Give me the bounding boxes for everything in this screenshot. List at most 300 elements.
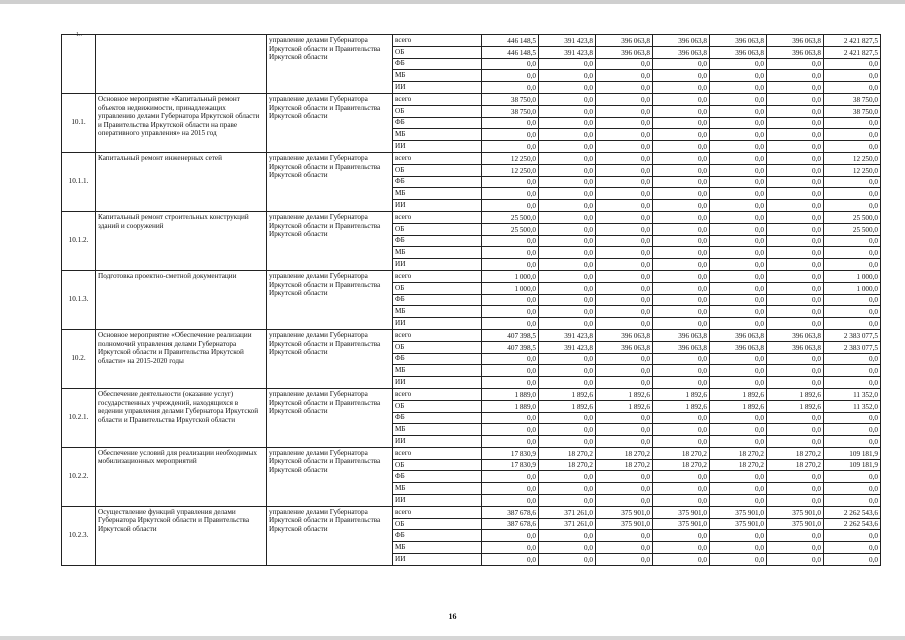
year-value-cell: 375 901,0 — [767, 518, 824, 530]
year-value-cell: 0,0 — [539, 259, 596, 271]
year-value-cell: 0,0 — [596, 58, 653, 70]
measure-code: 10.2. — [62, 329, 96, 388]
year-value-cell: 0,0 — [653, 93, 710, 105]
year-value-cell: 0,0 — [653, 152, 710, 164]
measure-code: 10.2.3. — [62, 506, 96, 565]
year-value-cell: 0,0 — [767, 353, 824, 365]
year-value-cell: 0,0 — [596, 188, 653, 200]
total-value-cell: 0,0 — [824, 377, 881, 389]
total-value-cell: 2 421 827,5 — [824, 35, 881, 47]
year-value-cell: 0,0 — [539, 93, 596, 105]
year-value-cell: 18 270,2 — [767, 447, 824, 459]
measure-description: Капитальный ремонт строительных конструкций зданий и сооружений — [96, 211, 267, 270]
total-value-cell: 2 383 077,5 — [824, 341, 881, 353]
year-value-cell: 1 892,6 — [653, 400, 710, 412]
year-value-cell: 1 892,6 — [596, 400, 653, 412]
year-value-cell: 0,0 — [653, 247, 710, 259]
year-value-cell: 0,0 — [653, 471, 710, 483]
total-value-cell: 0,0 — [824, 306, 881, 318]
funding-source: ИИ — [393, 141, 482, 153]
year-value-cell: 0,0 — [596, 235, 653, 247]
year-value-cell: 396 063,8 — [767, 46, 824, 58]
year-value-cell: 396 063,8 — [767, 329, 824, 341]
year-value-cell: 0,0 — [767, 164, 824, 176]
funding-source: всего — [393, 211, 482, 223]
measure-code: 10.2.2. — [62, 447, 96, 506]
year-value-cell: 0,0 — [653, 424, 710, 436]
funding-source: всего — [393, 447, 482, 459]
total-value-cell: 0,0 — [824, 188, 881, 200]
year-value-cell: 396 063,8 — [767, 341, 824, 353]
year-value-cell: 0,0 — [539, 200, 596, 212]
table-row — [62, 211, 881, 223]
year-value-cell: 0,0 — [767, 318, 824, 330]
year-value-cell: 0,0 — [539, 235, 596, 247]
funding-source: ОБ — [393, 105, 482, 117]
year-value-cell: 0,0 — [539, 152, 596, 164]
year-value-cell: 1 000,0 — [482, 282, 539, 294]
year-value-cell: 0,0 — [710, 483, 767, 495]
page-number: 16 — [448, 612, 457, 621]
funding-source: всего — [393, 270, 482, 282]
funding-source: МБ — [393, 542, 482, 554]
total-value-cell: 25 500,0 — [824, 223, 881, 235]
year-value-cell: 0,0 — [539, 306, 596, 318]
year-value-cell: 0,0 — [710, 282, 767, 294]
year-value-cell: 0,0 — [482, 542, 539, 554]
year-value-cell: 0,0 — [767, 117, 824, 129]
year-value-cell: 0,0 — [539, 554, 596, 566]
funding-source: ФБ — [393, 530, 482, 542]
total-value-cell: 0,0 — [824, 259, 881, 271]
year-value-cell: 0,0 — [596, 70, 653, 82]
table-row — [62, 93, 881, 105]
year-value-cell: 0,0 — [596, 377, 653, 389]
year-value-cell: 0,0 — [539, 471, 596, 483]
measure-code: 10.1.1. — [62, 152, 96, 211]
funding-source: всего — [393, 93, 482, 105]
year-value-cell: 0,0 — [596, 353, 653, 365]
year-value-cell: 0,0 — [710, 188, 767, 200]
year-value-cell: 0,0 — [767, 412, 824, 424]
table-row — [62, 152, 881, 164]
responsible-executor: управление делами Губернатора Иркутской области и Правительства Иркутской области — [267, 506, 393, 565]
year-value-cell: 396 063,8 — [653, 341, 710, 353]
responsible-executor: управление делами Губернатора Иркутской области и Правительства Иркутской области — [267, 270, 393, 329]
page-top-edge — [0, 0, 905, 4]
total-value-cell: 0,0 — [824, 542, 881, 554]
year-value-cell: 0,0 — [767, 129, 824, 141]
year-value-cell: 375 901,0 — [596, 518, 653, 530]
year-value-cell: 1 892,6 — [596, 388, 653, 400]
total-value-cell: 109 181,9 — [824, 447, 881, 459]
year-value-cell: 371 261,0 — [539, 518, 596, 530]
year-value-cell: 0,0 — [482, 176, 539, 188]
total-value-cell: 0,0 — [824, 412, 881, 424]
year-value-cell: 0,0 — [482, 412, 539, 424]
table-body — [62, 35, 881, 566]
total-value-cell: 0,0 — [824, 318, 881, 330]
year-value-cell: 0,0 — [653, 306, 710, 318]
funding-source: МБ — [393, 70, 482, 82]
year-value-cell: 396 063,8 — [710, 341, 767, 353]
total-value-cell: 0,0 — [824, 483, 881, 495]
funding-source: ОБ — [393, 282, 482, 294]
year-value-cell: 0,0 — [482, 495, 539, 507]
year-value-cell: 0,0 — [653, 223, 710, 235]
year-value-cell: 0,0 — [767, 211, 824, 223]
total-value-cell: 0,0 — [824, 294, 881, 306]
total-value-cell: 0,0 — [824, 235, 881, 247]
year-value-cell: 0,0 — [767, 259, 824, 271]
year-value-cell: 0,0 — [596, 164, 653, 176]
year-value-cell: 0,0 — [767, 93, 824, 105]
year-value-cell: 0,0 — [767, 471, 824, 483]
year-value-cell: 0,0 — [653, 141, 710, 153]
year-value-cell: 0,0 — [539, 365, 596, 377]
year-value-cell: 0,0 — [710, 412, 767, 424]
year-value-cell: 0,0 — [596, 141, 653, 153]
year-value-cell: 0,0 — [596, 247, 653, 259]
table-row — [62, 270, 881, 282]
year-value-cell: 0,0 — [653, 200, 710, 212]
year-value-cell: 0,0 — [653, 294, 710, 306]
page-bottom-edge — [0, 636, 905, 640]
year-value-cell: 0,0 — [767, 70, 824, 82]
funding-source: МБ — [393, 247, 482, 259]
measure-code: 10.1.3. — [62, 270, 96, 329]
funding-source: ИИ — [393, 554, 482, 566]
year-value-cell: 0,0 — [539, 164, 596, 176]
year-value-cell: 0,0 — [653, 554, 710, 566]
year-value-cell: 0,0 — [539, 483, 596, 495]
year-value-cell: 1 889,0 — [482, 388, 539, 400]
year-value-cell: 0,0 — [539, 530, 596, 542]
funding-source: ИИ — [393, 200, 482, 212]
year-value-cell: 18 270,2 — [653, 447, 710, 459]
year-value-cell: 0,0 — [710, 471, 767, 483]
measure-description: Основное мероприятие «Обеспечение реализации полномочий управления делами Губернатора Иркутской области и Правительства Иркутской области» на 2015-2020 годы — [96, 329, 267, 388]
year-value-cell: 0,0 — [653, 412, 710, 424]
year-value-cell: 0,0 — [596, 542, 653, 554]
year-value-cell: 18 270,2 — [539, 459, 596, 471]
year-value-cell: 1 892,6 — [710, 388, 767, 400]
funding-source: ИИ — [393, 377, 482, 389]
year-value-cell: 0,0 — [539, 82, 596, 94]
responsible-executor: управление делами Губернатора Иркутской области и Правительства Иркутской области — [267, 93, 393, 152]
year-value-cell: 0,0 — [539, 282, 596, 294]
year-value-cell: 38 750,0 — [482, 105, 539, 117]
year-value-cell: 0,0 — [539, 318, 596, 330]
year-value-cell: 0,0 — [653, 483, 710, 495]
year-value-cell: 1 000,0 — [482, 270, 539, 282]
year-value-cell: 0,0 — [596, 211, 653, 223]
year-value-cell: 0,0 — [482, 353, 539, 365]
responsible-executor: управление делами Губернатора Иркутской области и Правительства Иркутской области — [267, 152, 393, 211]
year-value-cell: 0,0 — [653, 436, 710, 448]
year-value-cell: 0,0 — [710, 141, 767, 153]
year-value-cell: 0,0 — [710, 176, 767, 188]
total-value-cell: 0,0 — [824, 247, 881, 259]
table-row — [62, 35, 881, 47]
year-value-cell: 0,0 — [539, 117, 596, 129]
year-value-cell: 0,0 — [653, 82, 710, 94]
funding-source: ИИ — [393, 82, 482, 94]
year-value-cell: 0,0 — [539, 353, 596, 365]
year-value-cell: 25 500,0 — [482, 211, 539, 223]
year-value-cell: 0,0 — [653, 117, 710, 129]
year-value-cell: 0,0 — [482, 377, 539, 389]
measure-description: Осуществление функций управления делами Губернатора Иркутской области и Правительства Иркутской области — [96, 506, 267, 565]
year-value-cell: 18 270,2 — [710, 459, 767, 471]
year-value-cell: 0,0 — [653, 353, 710, 365]
responsible-executor: управление делами Губернатора Иркутской области и Правительства Иркутской области — [267, 447, 393, 506]
year-value-cell: 0,0 — [482, 117, 539, 129]
total-value-cell: 11 352,0 — [824, 388, 881, 400]
year-value-cell: 0,0 — [767, 365, 824, 377]
year-value-cell: 0,0 — [710, 58, 767, 70]
year-value-cell: 375 901,0 — [653, 518, 710, 530]
funding-source: ИИ — [393, 259, 482, 271]
year-value-cell: 0,0 — [653, 530, 710, 542]
year-value-cell: 0,0 — [767, 188, 824, 200]
funding-source: ФБ — [393, 294, 482, 306]
year-value-cell: 396 063,8 — [596, 329, 653, 341]
funding-source: всего — [393, 152, 482, 164]
year-value-cell: 0,0 — [653, 211, 710, 223]
funding-source: МБ — [393, 483, 482, 495]
year-value-cell: 0,0 — [482, 318, 539, 330]
year-value-cell: 0,0 — [710, 70, 767, 82]
measure-code — [62, 35, 96, 94]
year-value-cell: 0,0 — [482, 58, 539, 70]
year-value-cell: 396 063,8 — [710, 35, 767, 47]
year-value-cell: 0,0 — [653, 495, 710, 507]
year-value-cell: 0,0 — [482, 259, 539, 271]
total-value-cell: 0,0 — [824, 117, 881, 129]
year-value-cell: 0,0 — [710, 353, 767, 365]
year-value-cell: 0,0 — [596, 365, 653, 377]
year-value-cell: 0,0 — [767, 247, 824, 259]
year-value-cell: 0,0 — [767, 282, 824, 294]
year-value-cell: 0,0 — [539, 211, 596, 223]
total-value-cell: 2 262 543,6 — [824, 506, 881, 518]
table-row — [62, 329, 881, 341]
year-value-cell: 0,0 — [710, 164, 767, 176]
year-value-cell: 1 892,6 — [710, 400, 767, 412]
year-value-cell: 1 889,0 — [482, 400, 539, 412]
measure-description: Основное мероприятие «Капитальный ремонт объектов недвижимости, принадлежащих управлению делами Губернатора Иркутской области и Правительства Иркутской области на праве оперативного управления» на 2015 год — [96, 93, 267, 152]
year-value-cell: 1 892,6 — [767, 388, 824, 400]
year-value-cell: 0,0 — [767, 554, 824, 566]
funding-source: ФБ — [393, 176, 482, 188]
year-value-cell: 0,0 — [710, 306, 767, 318]
total-value-cell: 0,0 — [824, 365, 881, 377]
year-value-cell: 0,0 — [710, 436, 767, 448]
total-value-cell: 0,0 — [824, 471, 881, 483]
year-value-cell: 0,0 — [767, 235, 824, 247]
funding-source: МБ — [393, 365, 482, 377]
table-row — [62, 388, 881, 400]
total-value-cell: 0,0 — [824, 141, 881, 153]
responsible-executor: управление делами Губернатора Иркутской области и Правительства Иркутской области — [267, 35, 393, 94]
year-value-cell: 375 901,0 — [653, 506, 710, 518]
year-value-cell: 0,0 — [539, 247, 596, 259]
total-value-cell: 0,0 — [824, 353, 881, 365]
year-value-cell: 387 678,6 — [482, 506, 539, 518]
year-value-cell: 18 270,2 — [767, 459, 824, 471]
funding-source: ИИ — [393, 495, 482, 507]
year-value-cell: 0,0 — [596, 294, 653, 306]
total-value-cell: 2 262 543,6 — [824, 518, 881, 530]
year-value-cell: 0,0 — [653, 58, 710, 70]
year-value-cell: 0,0 — [539, 412, 596, 424]
year-value-cell: 0,0 — [767, 377, 824, 389]
year-value-cell: 396 063,8 — [596, 46, 653, 58]
year-value-cell: 0,0 — [767, 58, 824, 70]
funding-source: ОБ — [393, 164, 482, 176]
year-value-cell: 396 063,8 — [596, 35, 653, 47]
year-value-cell: 0,0 — [482, 247, 539, 259]
year-value-cell: 0,0 — [482, 530, 539, 542]
measure-description: Подготовка проектно-сметной документации — [96, 270, 267, 329]
year-value-cell: 0,0 — [710, 200, 767, 212]
year-value-cell: 0,0 — [767, 141, 824, 153]
year-value-cell: 0,0 — [482, 82, 539, 94]
total-value-cell: 0,0 — [824, 70, 881, 82]
year-value-cell: 0,0 — [539, 424, 596, 436]
funding-source: ФБ — [393, 117, 482, 129]
year-value-cell: 0,0 — [710, 247, 767, 259]
year-value-cell: 0,0 — [653, 105, 710, 117]
total-value-cell: 38 750,0 — [824, 93, 881, 105]
responsible-executor: управление делами Губернатора Иркутской области и Правительства Иркутской области — [267, 211, 393, 270]
measure-description: Капитальный ремонт инженерных сетей — [96, 152, 267, 211]
year-value-cell: 1 892,6 — [539, 400, 596, 412]
year-value-cell: 0,0 — [482, 129, 539, 141]
funding-source: ФБ — [393, 235, 482, 247]
year-value-cell: 375 901,0 — [767, 506, 824, 518]
year-value-cell: 0,0 — [653, 235, 710, 247]
total-value-cell: 0,0 — [824, 424, 881, 436]
year-value-cell: 0,0 — [482, 188, 539, 200]
funding-source: всего — [393, 35, 482, 47]
year-value-cell: 0,0 — [767, 306, 824, 318]
year-value-cell: 0,0 — [539, 436, 596, 448]
year-value-cell: 0,0 — [596, 554, 653, 566]
year-value-cell: 0,0 — [710, 318, 767, 330]
year-value-cell: 0,0 — [710, 495, 767, 507]
year-value-cell: 0,0 — [482, 424, 539, 436]
year-value-cell: 0,0 — [653, 188, 710, 200]
total-value-cell: 0,0 — [824, 176, 881, 188]
measure-description — [96, 35, 267, 94]
year-value-cell: 375 901,0 — [710, 518, 767, 530]
year-value-cell: 0,0 — [482, 235, 539, 247]
funding-source: МБ — [393, 306, 482, 318]
year-value-cell: 0,0 — [710, 129, 767, 141]
year-value-cell: 0,0 — [767, 436, 824, 448]
year-value-cell: 38 750,0 — [482, 93, 539, 105]
year-value-cell: 446 148,5 — [482, 46, 539, 58]
year-value-cell: 0,0 — [710, 117, 767, 129]
year-value-cell: 0,0 — [596, 424, 653, 436]
year-value-cell: 0,0 — [767, 105, 824, 117]
year-value-cell: 25 500,0 — [482, 223, 539, 235]
funding-source: ФБ — [393, 471, 482, 483]
year-value-cell: 0,0 — [710, 152, 767, 164]
year-value-cell: 396 063,8 — [710, 329, 767, 341]
year-value-cell: 18 270,2 — [653, 459, 710, 471]
year-value-cell: 0,0 — [767, 223, 824, 235]
year-value-cell: 0,0 — [596, 282, 653, 294]
year-value-cell: 0,0 — [767, 270, 824, 282]
year-value-cell: 387 678,6 — [482, 518, 539, 530]
year-value-cell: 0,0 — [539, 141, 596, 153]
measure-description: Обеспечение деятельности (оказание услуг) государственных учреждений, находящихся в ведении управления делами Губернатора Иркутской области и Правительства Иркутской области — [96, 388, 267, 447]
year-value-cell: 0,0 — [710, 294, 767, 306]
year-value-cell: 0,0 — [539, 270, 596, 282]
year-value-cell: 391 423,8 — [539, 329, 596, 341]
total-value-cell: 0,0 — [824, 495, 881, 507]
year-value-cell: 407 398,5 — [482, 341, 539, 353]
year-value-cell: 0,0 — [767, 82, 824, 94]
year-value-cell: 0,0 — [596, 105, 653, 117]
year-value-cell: 396 063,8 — [653, 329, 710, 341]
year-value-cell: 0,0 — [596, 412, 653, 424]
year-value-cell: 17 830,9 — [482, 447, 539, 459]
year-value-cell: 446 148,5 — [482, 35, 539, 47]
year-value-cell: 1 892,6 — [539, 388, 596, 400]
funding-source: ОБ — [393, 459, 482, 471]
year-value-cell: 0,0 — [767, 152, 824, 164]
total-value-cell: 1 000,0 — [824, 270, 881, 282]
year-value-cell: 0,0 — [710, 554, 767, 566]
year-value-cell: 0,0 — [539, 129, 596, 141]
year-value-cell: 18 270,2 — [596, 447, 653, 459]
year-value-cell: 0,0 — [596, 483, 653, 495]
funding-source: всего — [393, 329, 482, 341]
total-value-cell: 0,0 — [824, 82, 881, 94]
year-value-cell: 0,0 — [482, 554, 539, 566]
year-value-cell: 0,0 — [596, 495, 653, 507]
total-value-cell: 12 250,0 — [824, 164, 881, 176]
year-value-cell: 12 250,0 — [482, 164, 539, 176]
year-value-cell: 407 398,5 — [482, 329, 539, 341]
total-value-cell: 12 250,0 — [824, 152, 881, 164]
year-value-cell: 0,0 — [653, 129, 710, 141]
total-value-cell: 38 750,0 — [824, 105, 881, 117]
year-value-cell: 0,0 — [653, 365, 710, 377]
year-value-cell: 0,0 — [710, 93, 767, 105]
budget-table — [61, 34, 881, 566]
year-value-cell: 396 063,8 — [653, 35, 710, 47]
year-value-cell: 0,0 — [596, 152, 653, 164]
funding-source: МБ — [393, 129, 482, 141]
total-value-cell: 25 500,0 — [824, 211, 881, 223]
year-value-cell: 0,0 — [710, 259, 767, 271]
total-value-cell: 1 000,0 — [824, 282, 881, 294]
year-value-cell: 0,0 — [596, 176, 653, 188]
year-value-cell: 396 063,8 — [767, 35, 824, 47]
year-value-cell: 0,0 — [596, 306, 653, 318]
year-value-cell: 0,0 — [767, 424, 824, 436]
year-value-cell: 0,0 — [482, 294, 539, 306]
year-value-cell: 375 901,0 — [596, 506, 653, 518]
funding-source: ФБ — [393, 412, 482, 424]
year-value-cell: 0,0 — [767, 542, 824, 554]
year-value-cell: 0,0 — [482, 365, 539, 377]
